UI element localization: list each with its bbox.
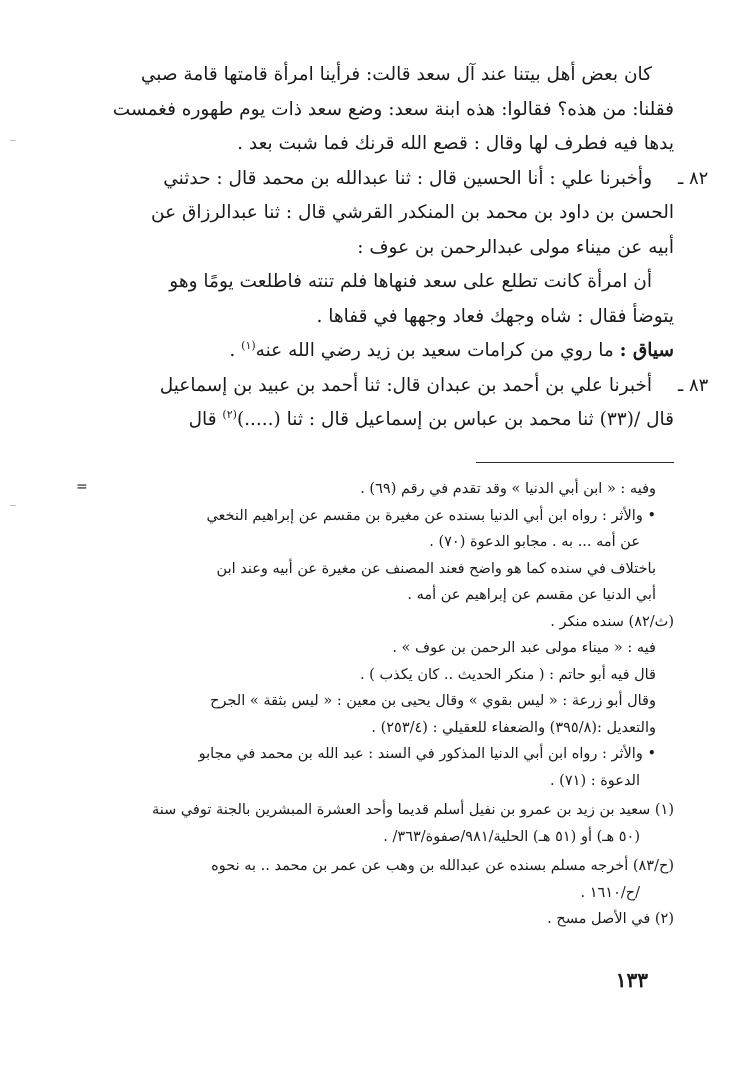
intro-line: فقلنا: من هذه؟ فقالوا: هذه ابنة سعد: وضع سعد ذات يوم طهوره فغمست (112, 98, 674, 120)
footnotes (76, 476, 674, 933)
footnote-line: • والأثر : رواه ابن أبي الدنيا بسنده عن مغيرة بن مقسم عن إبراهيم النخعي (206, 507, 656, 524)
footnote-line: /ح/١٦١٠ . (580, 884, 640, 901)
main-text (84, 58, 709, 438)
footnote-line: (١) سعيد بن زيد بن عمرو بن نفيل أسلم قديما وأحد العشرة المبشرين بالجنة توفي سنة (151, 802, 674, 818)
footnote-line: قال فيه أبو حاتم : ( منكر الحديث .. كان يكذب ) . (359, 666, 656, 683)
footnote-separator (476, 462, 674, 463)
isnad-line: الحسن بن داود بن محمد بن المنكدر القرشي قال : ثنا عبدالرزاق عن (151, 202, 674, 223)
hadith-number: ٨٣ ـ (678, 374, 709, 396)
footnote-ref: (١) (241, 338, 256, 352)
scan-margin-mark (10, 505, 16, 506)
footnote-continuation (76, 476, 674, 503)
siyaq-text: ما روي من كرامات سعيد بن زيد رضي الله عنه (255, 340, 620, 361)
intro-line: كان بعض أهل بيتنا عند آل سعد قالت: فرأينا امرأة قامتها قامة صبي (140, 64, 652, 85)
footnote-line: باختلاف في سنده كما هو واضح فعند المصنف عن مغيرة عن أبيه وعند ابن (216, 560, 656, 577)
page-number: ١٣٣ (615, 968, 648, 992)
footnote-line: الدعوة : (٧١) . (549, 772, 640, 789)
siyaq-label: سياق : (619, 340, 674, 361)
footnote-line: عن أمه ... به . مجابو الدعوة (٧٠) . (429, 534, 640, 550)
footnote-line: (ث/٨٢) سنده منكر . (550, 613, 674, 630)
intro-line: يدها فيه فطرف لها وقال : قصع الله قرنك فما شبت بعد . (237, 133, 674, 154)
hadith-82 (84, 162, 709, 197)
siyaq-end: . (229, 340, 242, 361)
hadith-number: ٨٢ ـ (678, 167, 709, 189)
isnad-line: وأخبرنا علي : أنا الحسين قال : ثنا عبدالله بن محمد قال : حدثني (163, 167, 652, 189)
isnad-line: أبيه عن ميناء مولى عبدالرحمن بن عوف : (357, 236, 674, 258)
footnote-line: • والأثر : رواه ابن أبي الدنيا المذكور في السند : عبد الله بن محمد في مجابو (198, 746, 656, 762)
footnote-line: والتعديل :(٣٩٥/٨) والضعفاء للعقيلي : (٢٥٣/٤) . (371, 719, 656, 736)
footnote-line: (٢) في الأصل مسح . (547, 911, 674, 927)
footnote-line: أبي الدنيا عن مقسم عن إبراهيم عن أمه . (407, 587, 656, 603)
matn-line: يتوضأ فقال : شاه وجهك فعاد وجهها في قفاها . (316, 305, 674, 327)
continuation-marker: = (76, 479, 88, 495)
hadith-83 (84, 369, 709, 404)
isnad-line: أخبرنا علي بن أحمد بن عبدان قال: ثنا أحمد بن عبيد بن إسماعيل (159, 374, 652, 396)
footnote-ref: (٢) (222, 407, 237, 421)
footnote-line: (٥٠ هـ) أو (٥١ هـ) الحلية/٩٨١/صفوة/٣٦٣/ . (383, 828, 640, 845)
footnote-line: (ح/٨٣) أخرجه مسلم بسنده عن عبدالله بن وهب عن عمر بن محمد .. به نحوه (211, 858, 674, 874)
footnote-line: فيه : « ميناء مولى عبد الرحمن بن عوف » . (392, 640, 656, 656)
matn-line: أن امرأة كانت تطلع على سعد فنهاها فلم تنته فاطلعت يومًا وهو (169, 271, 652, 292)
footnote-line: وفيه : « ابن أبي الدنيا » وقد تقدم في رقم (٦٩) . (360, 481, 656, 497)
footnote-line: وقال أبو زرعة : « ليس بقوي » وقال يحيى بن معين : « ليس بثقة » الجرح (210, 693, 656, 709)
scan-margin-mark (10, 140, 16, 141)
siyaq-heading (84, 334, 674, 369)
isnad-line: قال /(٣٣) ثنا محمد بن عباس بن إسماعيل قال : ثنا (.....)$^{(٢)}$ قال (188, 407, 674, 430)
